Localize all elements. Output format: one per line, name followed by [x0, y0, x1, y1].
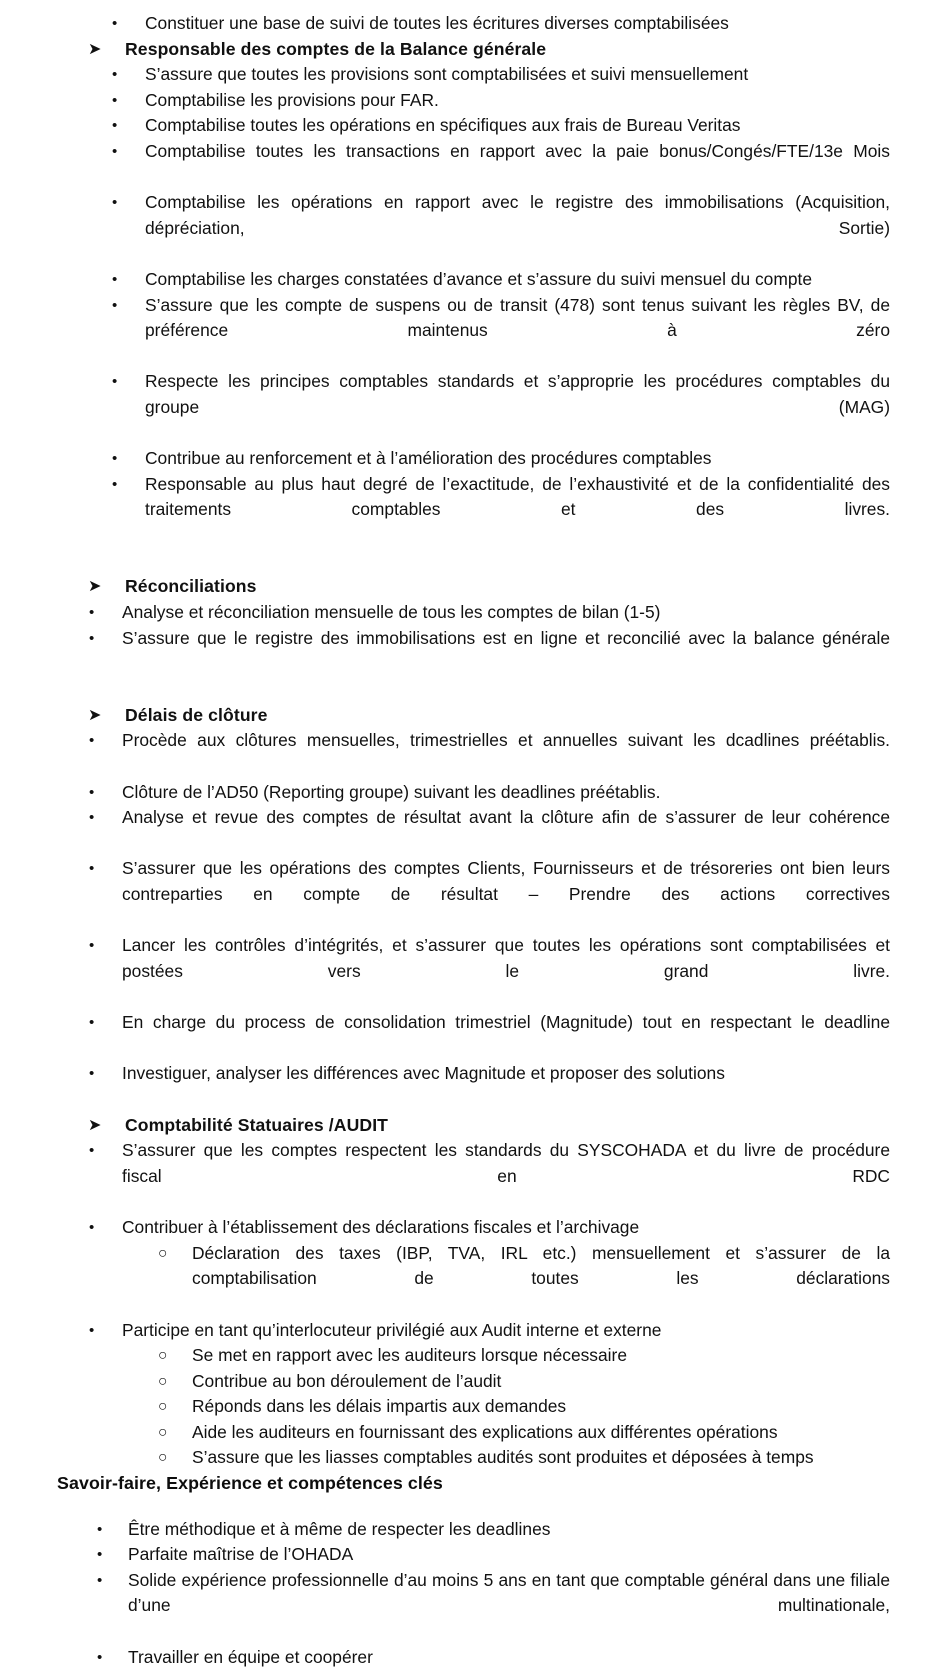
sub-list-item-text: Réponds dans les délais impartis aux demandes [192, 1396, 567, 1417]
subsection-heading-text: Délais de clôture [125, 704, 268, 725]
list-item-text: Contribue au renforcement et à l’amélioration des procédures comptables [145, 448, 712, 469]
list-item-text: Participe en tant qu’interlocuteur privilégié aux Audit interne et externe [122, 1319, 662, 1340]
list-item [0, 446, 939, 472]
list-item [0, 1138, 939, 1215]
list-item-text: S’assurer que les opérations des comptes Clients, Fournisseurs et de trésoreries ont bien leurs contreparties en compte de résultat – Prendre des actions correctives [122, 858, 890, 904]
dot-bullet-icon: • [112, 373, 118, 391]
dot-bullet-icon: • [97, 1546, 103, 1564]
list-item [0, 805, 939, 856]
dot-bullet-icon: • [112, 91, 118, 109]
dot-bullet-icon: • [89, 809, 95, 827]
list-item [0, 62, 939, 88]
list-item-text: Investiguer, analyser les différences avec Magnitude et proposer des solutions [122, 1063, 725, 1084]
arrow-bullet-icon: ➤ [88, 706, 102, 724]
subsection-heading [0, 574, 939, 600]
list-item [0, 113, 939, 139]
dot-bullet-icon: • [112, 475, 118, 493]
dot-bullet-icon: • [112, 450, 118, 468]
list-item [0, 1568, 939, 1645]
list-item-text: Constituer une base de suivi de toutes les écritures diverses comptabilisées [145, 13, 729, 33]
sub-list-item-text: Aide les auditeurs en fournissant des explications aux différentes opérations [192, 1421, 778, 1442]
list-item [0, 11, 939, 37]
spacer [0, 548, 939, 574]
arrow-bullet-icon: ➤ [88, 578, 102, 596]
sub-list-item [0, 1394, 939, 1420]
list-item-text: Comptabilise les provisions pour FAR. [145, 89, 439, 110]
list-item [0, 139, 939, 190]
circle-bullet-icon: ○ [158, 1398, 168, 1416]
list-item-text: Solide expérience professionnelle d’au moins 5 ans en tant que comptable général dans une filiale d’une multinationale, [128, 1569, 890, 1616]
list-item-text: S’assure que toutes les provisions sont comptabilisées et suivi mensuellement [145, 64, 749, 85]
list-item [0, 1318, 939, 1344]
spacer [0, 1497, 939, 1517]
dot-bullet-icon: • [112, 270, 118, 288]
dot-bullet-icon: • [89, 1142, 95, 1160]
list-item-text: Comptabilise les opérations en rapport avec le registre des immobilisations (Acquisition, dépréciation, Sortie) [145, 192, 890, 238]
list-item-text: Respecte les principes comptables standards et s’approprie les procédures comptables du groupe (MAG) [145, 371, 890, 417]
subsection-heading-text: Réconciliations [125, 576, 257, 597]
list-item [0, 369, 939, 446]
dot-bullet-icon: • [112, 142, 118, 160]
list-item [0, 780, 939, 806]
list-item-text: En charge du process de consolidation trimestriel (Magnitude) tout en respectant le deadline [122, 1011, 890, 1032]
dot-bullet-icon: • [89, 860, 95, 878]
sub-list-item [0, 1343, 939, 1369]
arrow-bullet-icon: ➤ [88, 40, 102, 58]
list-item-text: Comptabilise les charges constatées d’avance et s’assure du suivi mensuel du compte [145, 268, 812, 289]
list-item [0, 88, 939, 114]
list-item [0, 1542, 939, 1568]
dot-bullet-icon: • [112, 296, 118, 314]
list-item [0, 1215, 939, 1241]
circle-bullet-icon: ○ [158, 1449, 168, 1467]
list-item [0, 728, 939, 779]
list-item [0, 600, 939, 626]
list-item [0, 1061, 939, 1087]
list-item-text: Être méthodique et à même de respecter les deadlines [128, 1518, 551, 1539]
dot-bullet-icon: • [89, 1013, 95, 1031]
list-item-text: Analyse et réconciliation mensuelle de tous les comptes de bilan (1-5) [122, 602, 661, 623]
subsection-heading [0, 703, 939, 729]
sub-list-item [0, 1445, 939, 1471]
dot-bullet-icon: • [89, 604, 95, 622]
dot-bullet-icon: • [112, 194, 118, 212]
subsection-heading-text: Comptabilité Statuaires /AUDIT [125, 1114, 389, 1135]
list-item [0, 1645, 939, 1670]
list-item [0, 267, 939, 293]
list-item [0, 1010, 939, 1061]
list-item-text: Comptabilise toutes les opérations en spécifiques aux frais de Bureau Veritas [145, 115, 741, 136]
spacer [0, 677, 939, 703]
list-item [0, 626, 939, 677]
dot-bullet-icon: • [97, 1648, 103, 1666]
list-item-text: Comptabilise toutes les transactions en rapport avec la paie bonus/Congés/FTE/13e Mois [145, 140, 890, 161]
list-item-text: Analyse et revue des comptes de résultat avant la clôture afin de s’assurer de leur cohérence [122, 807, 890, 828]
document-body [0, 11, 939, 1670]
sub-list-item [0, 1369, 939, 1395]
subsection-heading-text: Responsable des comptes de la Balance générale [125, 38, 547, 59]
list-item-text: Procède aux clôtures mensuelles, trimestrielles et annuelles suivant les dcadlines préétablis. [122, 730, 890, 751]
list-item [0, 856, 939, 933]
list-item [0, 190, 939, 267]
list-item [0, 933, 939, 1010]
list-item-text: S’assure que le registre des immobilisations est en ligne et reconcilié avec la balance générale [122, 627, 890, 648]
list-item-text: Travailler en équipe et coopérer [128, 1646, 373, 1667]
list-item-text: Contribuer à l’établissement des déclarations fiscales et l’archivage [122, 1217, 640, 1238]
circle-bullet-icon: ○ [158, 1372, 168, 1390]
sub-list-item-text: Se met en rapport avec les auditeurs lorsque nécessaire [192, 1345, 628, 1366]
sub-list-item [0, 1420, 939, 1446]
dot-bullet-icon: • [97, 1520, 103, 1538]
list-item [0, 1517, 939, 1543]
dot-bullet-icon: • [89, 937, 95, 955]
sub-list-item-text: S’assure que les liasses comptables audités sont produites et déposées à temps [192, 1447, 814, 1468]
section-heading-text: Savoir-faire, Expérience et compétences clés [57, 1473, 443, 1494]
sub-list-item [0, 1241, 939, 1318]
sub-list-item-text: Déclaration des taxes (IBP, TVA, IRL etc.) mensuellement et s’assurer de la comptabilisation de toutes les déclarations [192, 1242, 890, 1289]
arrow-bullet-icon: ➤ [88, 1116, 102, 1134]
dot-bullet-icon: • [89, 783, 95, 801]
circle-bullet-icon: ○ [158, 1423, 168, 1441]
dot-bullet-icon: • [112, 15, 118, 32]
circle-bullet-icon: ○ [158, 1347, 168, 1365]
list-item [0, 293, 939, 370]
list-item-text: S’assure que les compte de suspens ou de transit (478) sont tenus suivant les règles BV, de préférence maintenus à zéro [145, 294, 890, 341]
dot-bullet-icon: • [89, 1065, 95, 1083]
list-item-text: S’assurer que les comptes respectent les standards du SYSCOHADA et du livre de procédure fiscal en RDC [122, 1140, 890, 1186]
dot-bullet-icon: • [97, 1571, 103, 1589]
dot-bullet-icon: • [89, 1321, 95, 1339]
circle-bullet-icon: ○ [158, 1244, 168, 1262]
list-item-text: Parfaite maîtrise de l’OHADA [128, 1544, 354, 1565]
subsection-heading [0, 37, 939, 63]
dot-bullet-icon: • [89, 732, 95, 750]
list-item-text: Responsable au plus haut degré de l’exactitude, de l’exhaustivité et de la confidentialité des traitements comptables et des livres. [145, 473, 890, 520]
dot-bullet-icon: • [112, 117, 118, 135]
list-item-text: Lancer les contrôles d’intégrités, et s’assurer que toutes les opérations sont comptabilisées et postées vers le grand livre. [122, 935, 890, 981]
sub-list-item-text: Contribue au bon déroulement de l’audit [192, 1370, 502, 1391]
list-item-text: Clôture de l’AD50 (Reporting groupe) suivant les deadlines préétablis. [122, 781, 661, 802]
section-heading [0, 1471, 939, 1497]
dot-bullet-icon: • [89, 629, 95, 647]
spacer [0, 1087, 939, 1113]
dot-bullet-icon: • [112, 66, 118, 84]
subsection-heading [0, 1113, 939, 1139]
list-item [0, 472, 939, 549]
dot-bullet-icon: • [89, 1219, 95, 1237]
